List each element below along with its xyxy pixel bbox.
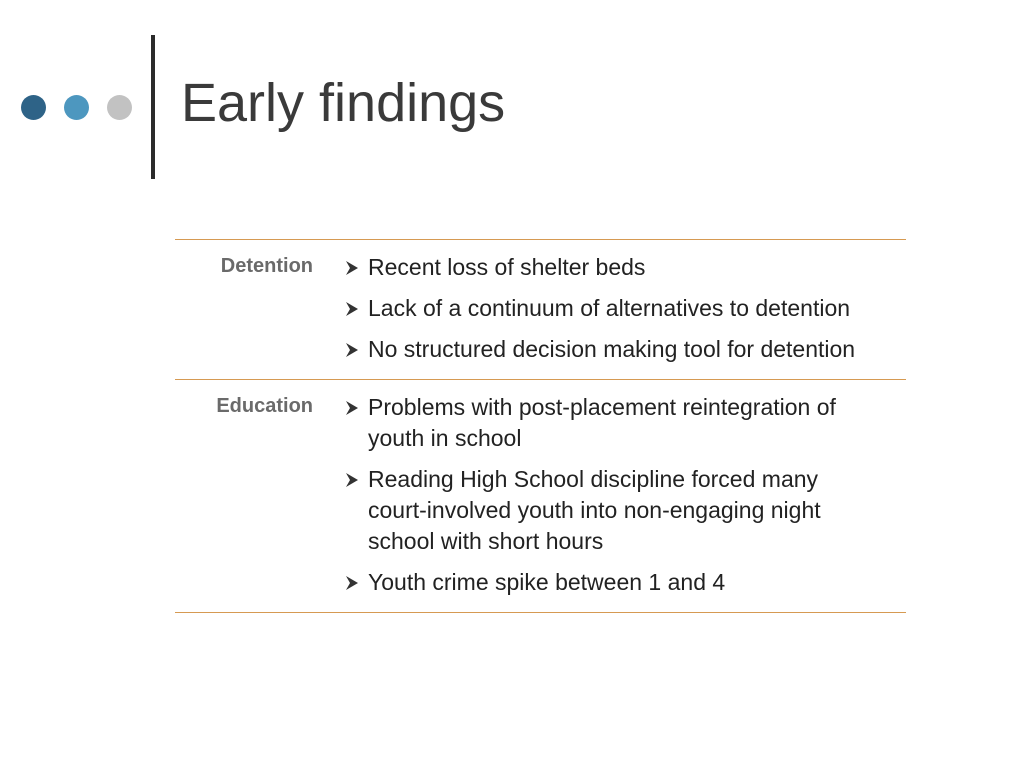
decorative-dot-dark — [21, 95, 46, 120]
chevron-right-icon — [345, 293, 368, 324]
chevron-right-icon — [345, 252, 368, 283]
bullet-list — [345, 392, 875, 598]
chevron-right-icon — [345, 464, 368, 495]
chevron-right-icon — [345, 567, 368, 598]
list-item-text: No structured decision making tool for detention — [368, 336, 856, 362]
findings-table — [175, 239, 906, 613]
decorative-dot-medium — [64, 95, 89, 120]
list-item — [345, 567, 875, 598]
list-item — [345, 293, 875, 324]
list-item-text: Reading High School discipline forced many court-involved youth into non-engaging night school with short hours — [368, 466, 821, 554]
section-label: Detention — [220, 255, 313, 277]
list-item — [345, 464, 875, 557]
list-item-text: Problems with post-placement reintegration of youth in school — [368, 394, 836, 451]
list-item — [345, 252, 875, 283]
decorative-dot-light — [107, 95, 132, 120]
list-item — [345, 334, 875, 365]
section-row-detention — [175, 239, 906, 379]
list-item-text: Recent loss of shelter beds — [368, 254, 646, 280]
section-label: Education — [216, 395, 313, 417]
section-row-education — [175, 379, 906, 613]
list-item-text: Lack of a continuum of alternatives to detention — [368, 295, 851, 321]
chevron-right-icon — [345, 334, 368, 365]
title-divider-bar — [151, 35, 155, 179]
bullet-list — [345, 252, 875, 365]
slide-title: Early findings — [181, 73, 506, 133]
chevron-right-icon — [345, 392, 368, 423]
list-item — [345, 392, 875, 454]
list-item-text: Youth crime spike between 1 and 4 — [368, 569, 726, 595]
